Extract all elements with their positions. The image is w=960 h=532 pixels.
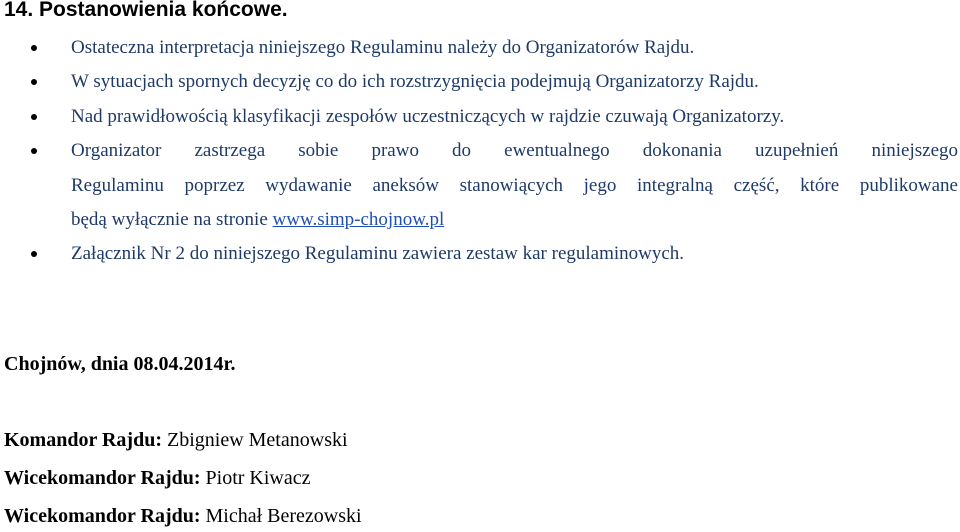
list-item-text-part: będą wyłącznie na stronie bbox=[71, 208, 268, 230]
list-item-text: Regulaminu poprzez wydawanie aneksów stanowiących jego integralną część, które publikowane bbox=[71, 174, 958, 196]
website-link[interactable]: www.simp-chojnow.pl bbox=[272, 208, 445, 230]
bullet-icon bbox=[31, 251, 37, 257]
list-item bbox=[0, 65, 960, 99]
list-item-text: Załącznik Nr 2 do niniejszego Regulaminu zawiera zestaw kar regulaminowych. bbox=[71, 243, 685, 265]
bullet-icon bbox=[31, 148, 37, 154]
bullet-icon bbox=[31, 79, 37, 85]
signature-name: Zbigniew Metanowski bbox=[167, 429, 348, 451]
signature-label: Wicekomandor Rajdu: bbox=[4, 505, 201, 527]
signature-vice-commander-2 bbox=[4, 503, 362, 529]
list-item bbox=[0, 237, 960, 271]
signature-label: Wicekomandor Rajdu: bbox=[4, 467, 201, 489]
list-item bbox=[0, 100, 960, 134]
list-item-text: Ostateczna interpretacja niniejszego Regulaminu należy do Organizatorów Rajdu. bbox=[71, 37, 695, 58]
signature-name: Piotr Kiwacz bbox=[205, 467, 311, 489]
signature-name: Michał Berezowski bbox=[205, 505, 362, 527]
place-date: Chojnów, dnia 08.04.2014r. bbox=[4, 353, 236, 375]
bullet-icon bbox=[31, 114, 37, 120]
list-item bbox=[0, 134, 960, 237]
section-heading: 14. Postanowienia końcowe. bbox=[4, 0, 288, 21]
list-item-text: Organizator zastrzega sobie prawo do ewentualnego dokonania uzupełnień niniejszego bbox=[71, 140, 958, 162]
list-item bbox=[0, 31, 960, 65]
bullet-icon bbox=[31, 45, 37, 51]
list-item-text bbox=[71, 203, 958, 237]
list-item-text: W sytuacjach spornych decyzję co do ich rozstrzygnięcia podejmują Organizatorzy Rajdu. bbox=[71, 71, 759, 93]
signature-vice-commander-1 bbox=[4, 465, 311, 491]
provisions-list bbox=[0, 31, 960, 272]
signature-label: Komandor Rajdu: bbox=[4, 429, 162, 451]
list-item-text: Nad prawidłowością klasyfikacji zespołów uczestniczących w rajdzie czuwają Organizatorzy. bbox=[71, 105, 785, 127]
signature-commander bbox=[4, 427, 348, 453]
